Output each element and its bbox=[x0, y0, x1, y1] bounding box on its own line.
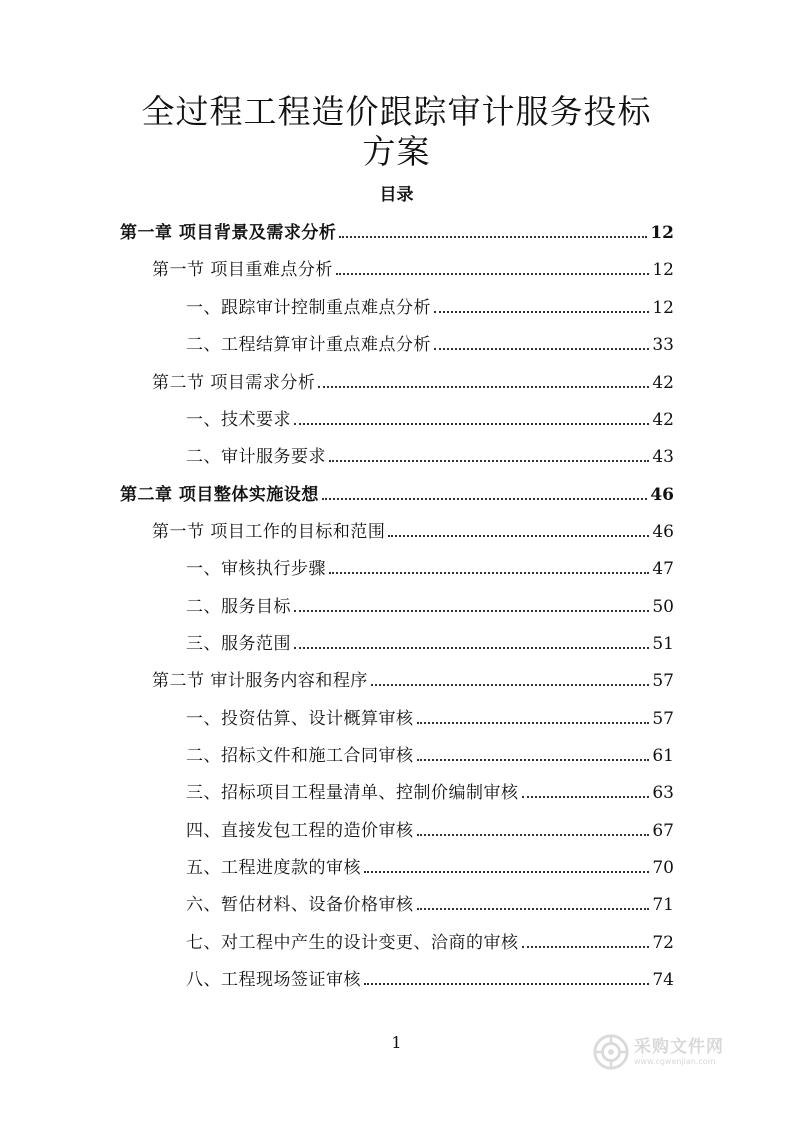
toc-entry-label: 第二章 项目整体实施设想 bbox=[120, 485, 319, 505]
toc-heading: 目录 bbox=[379, 185, 414, 205]
document-title-line-2: 方案 bbox=[362, 132, 431, 171]
toc-entry[interactable] bbox=[186, 928, 674, 958]
toc-entry[interactable] bbox=[152, 368, 674, 398]
toc-entry[interactable] bbox=[186, 778, 674, 808]
toc-entry[interactable] bbox=[186, 741, 674, 771]
watermark-url: www.cgwenjian.com bbox=[634, 1057, 716, 1066]
toc-entry-page: 67 bbox=[652, 821, 674, 841]
toc-entry-page: 46 bbox=[652, 522, 674, 542]
toc-entry-page: 46 bbox=[650, 485, 674, 505]
toc-entry[interactable] bbox=[152, 666, 674, 696]
toc-entry-page: 42 bbox=[652, 410, 674, 430]
toc-leader-dots bbox=[364, 871, 649, 873]
toc-leader-dots bbox=[336, 273, 649, 275]
toc-entry[interactable] bbox=[152, 255, 674, 285]
toc-leader-dots bbox=[417, 759, 650, 761]
toc-entry[interactable] bbox=[186, 330, 674, 360]
document-title bbox=[60, 92, 733, 172]
watermark-logo-icon bbox=[592, 1033, 630, 1071]
toc-leader-dots bbox=[388, 535, 649, 537]
page-number: 1 bbox=[391, 1033, 402, 1052]
toc-entry-label: 八、工程现场签证审核 bbox=[186, 970, 361, 990]
toc-leader-dots bbox=[417, 722, 650, 724]
toc-entry-label: 一、技术要求 bbox=[186, 410, 291, 430]
toc-entry-label: 二、审计服务要求 bbox=[186, 447, 326, 467]
toc-leader-dots bbox=[434, 348, 649, 350]
toc-entry[interactable] bbox=[186, 853, 674, 883]
toc-leader-dots bbox=[322, 498, 647, 500]
toc-entry-page: 70 bbox=[652, 858, 674, 878]
toc-leader-dots bbox=[371, 684, 649, 686]
toc-entry-label: 三、招标项目工程量清单、控制价编制审核 bbox=[186, 783, 519, 803]
toc-entry-label: 二、招标文件和施工合同审核 bbox=[186, 746, 414, 766]
toc-entry-label: 一、跟踪审计控制重点难点分析 bbox=[186, 298, 431, 318]
toc-entry-page: 12 bbox=[652, 298, 674, 318]
toc-entry-page: 63 bbox=[652, 783, 674, 803]
toc-entry-page: 33 bbox=[652, 335, 674, 355]
toc-entry[interactable] bbox=[186, 405, 674, 435]
toc-entry[interactable] bbox=[186, 816, 674, 846]
toc-entry[interactable] bbox=[120, 480, 674, 510]
toc-entry-page: 71 bbox=[652, 895, 674, 915]
toc-entry-label: 一、审核执行步骤 bbox=[186, 559, 326, 579]
toc-leader-dots bbox=[294, 647, 649, 649]
toc-entry[interactable] bbox=[186, 965, 674, 995]
toc-entry-label: 第二节 项目需求分析 bbox=[152, 373, 316, 393]
toc-leader-dots bbox=[364, 983, 649, 985]
toc-entry[interactable] bbox=[186, 293, 674, 323]
toc-leader-dots bbox=[329, 572, 649, 574]
toc-entry-label: 三、服务范围 bbox=[186, 634, 291, 654]
toc-entry[interactable] bbox=[120, 218, 674, 248]
toc-entry[interactable] bbox=[186, 704, 674, 734]
toc-entry-page: 12 bbox=[650, 223, 674, 243]
toc-leader-dots bbox=[294, 423, 649, 425]
toc-entry-page: 43 bbox=[652, 447, 674, 467]
toc-entry-page: 72 bbox=[652, 933, 674, 953]
toc-entry-label: 四、直接发包工程的造价审核 bbox=[186, 821, 414, 841]
toc-leader-dots bbox=[339, 236, 647, 238]
watermark-name: 采购文件网 bbox=[634, 1037, 724, 1057]
toc-entry-label: 第一节 项目重难点分析 bbox=[152, 260, 333, 280]
toc-entry-label: 二、工程结算审计重点难点分析 bbox=[186, 335, 431, 355]
toc-entry-page: 61 bbox=[652, 746, 674, 766]
toc-entry-page: 57 bbox=[652, 671, 674, 691]
toc-entry-page: 50 bbox=[652, 597, 674, 617]
toc-entry[interactable] bbox=[186, 442, 674, 472]
toc-entry-label: 一、投资估算、设计概算审核 bbox=[186, 709, 414, 729]
toc-entry-label: 第一节 项目工作的目标和范围 bbox=[152, 522, 386, 542]
toc-entry-page: 47 bbox=[652, 559, 674, 579]
toc-leader-dots bbox=[522, 946, 650, 948]
toc-entry[interactable] bbox=[186, 554, 674, 584]
toc-entry-label: 第二节 审计服务内容和程序 bbox=[152, 671, 368, 691]
toc-entry-page: 42 bbox=[652, 373, 674, 393]
toc-entry-page: 74 bbox=[652, 970, 674, 990]
toc-leader-dots bbox=[329, 460, 649, 462]
toc-entry-page: 51 bbox=[652, 634, 674, 654]
toc-entry-label: 二、服务目标 bbox=[186, 597, 291, 617]
toc-leader-dots bbox=[417, 834, 650, 836]
toc-entry[interactable] bbox=[186, 629, 674, 659]
toc-entry-page: 12 bbox=[652, 260, 674, 280]
toc-entry[interactable] bbox=[186, 592, 674, 622]
document-title-line-1: 全过程工程造价跟踪审计服务投标 bbox=[141, 92, 652, 131]
toc-entry-label: 六、暂估材料、设备价格审核 bbox=[186, 895, 414, 915]
toc-entry-page: 57 bbox=[652, 709, 674, 729]
toc-entry[interactable] bbox=[152, 517, 674, 547]
toc-entry-label: 第一章 项目背景及需求分析 bbox=[120, 223, 337, 243]
toc-leader-dots bbox=[294, 610, 649, 612]
toc-entry-label: 五、工程进度款的审核 bbox=[186, 858, 361, 878]
toc-entry[interactable] bbox=[186, 890, 674, 920]
toc-leader-dots bbox=[434, 311, 649, 313]
toc-entry-label: 七、对工程中产生的设计变更、洽商的审核 bbox=[186, 933, 519, 953]
watermark bbox=[592, 1030, 752, 1074]
toc-leader-dots bbox=[417, 908, 650, 910]
toc-leader-dots bbox=[522, 796, 650, 798]
toc-leader-dots bbox=[318, 386, 649, 388]
